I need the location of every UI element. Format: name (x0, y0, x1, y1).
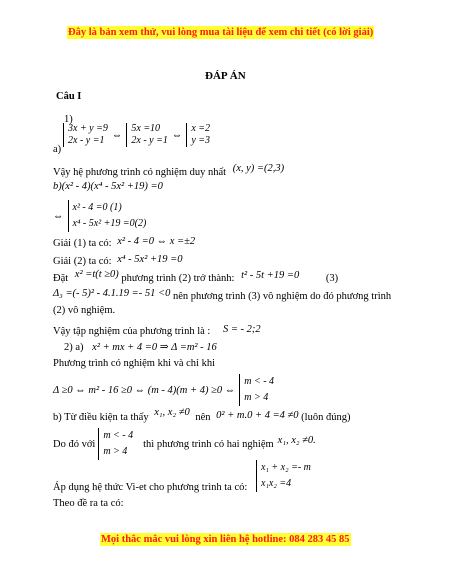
part-b-text-2: nên (195, 412, 211, 423)
vieta-row-1: x₁ + x₂ =- m (261, 462, 311, 473)
inequality-math: Δ ≥0 ⇔ m² - 16 ≥0 ⇔ (m - 4)(m + 4) ≥0 ⇔ (53, 384, 236, 396)
part-label-a: a) (53, 144, 62, 155)
system-3-row-1: x =2 (191, 123, 211, 134)
system-1-row-2: 2x - y =1 (68, 135, 105, 146)
condition-text: Phương trình có nghiệm khi và chỉ khi (53, 358, 216, 369)
do-do-system-row-1: m < - 4 (103, 430, 134, 441)
section-heading: Câu I (56, 91, 82, 102)
system-b-row-1: x² - 4 =0 (1) (72, 202, 122, 213)
page-title: ĐÁP ÁN (205, 70, 246, 82)
part-b-math-2: 0² + m.0 + 4 =4 ≠0 (216, 410, 299, 421)
theo-text: Theo đề ra ta có: (53, 498, 124, 509)
solve-2-text: Giải (2) ta có: (53, 256, 112, 267)
substitution-math-1: x² =t(t ≥0) (74, 269, 119, 280)
inequality-system-row-2: m > 4 (244, 392, 269, 403)
solve-2-math: x⁴ - 5x² +19 =0 (117, 254, 183, 265)
hotline-banner: Mọi thắc mắc vui lòng xin liên hệ hotline: 084 283 45 85 (101, 534, 350, 545)
delta-math: Δ₃ =(- 5)² - 4.1.19 =- 51 <0 (53, 288, 171, 299)
solution-set-math: S = - 2;2 (222, 324, 261, 335)
equivalence-symbol: ⇔ (171, 129, 183, 141)
solve-1-text: Giải (1) ta có: (53, 238, 112, 249)
inequality-system-row-1: m < - 4 (244, 376, 275, 387)
system-1 (63, 123, 108, 147)
substitution-math-2: t² - 5t +19 =0 (241, 270, 300, 281)
vieta-text: Áp dụng hệ thức Vi-et cho phương trình ta có: (53, 482, 248, 493)
substitution-text-1: Đặt (53, 273, 69, 284)
part-b-math-1: x₁, x₂ ≠0 (154, 407, 190, 418)
do-do-system (98, 428, 133, 460)
delta-text-cont: (2) vô nghiệm. (53, 305, 116, 316)
solution-set-text: Vậy tập nghiệm của phương trình là : (53, 326, 211, 337)
problem-2-math: x² + mx + 4 =0 ⇒ Δ =m² - 16 (92, 342, 217, 353)
system-2-row-1: 5x =10 (131, 123, 161, 134)
part-b-text-3: (luôn đúng) (301, 412, 351, 423)
equation-system-chain (63, 123, 210, 147)
conclusion-text: Vậy hệ phương trình có nghiệm duy nhất (53, 167, 227, 178)
part-b-text-1: b) Từ điều kiện ta thấy (53, 412, 149, 423)
inequality-line (53, 374, 274, 406)
solve-1-line (53, 237, 195, 250)
system-b (68, 200, 147, 232)
system-3 (186, 123, 210, 147)
equivalence-symbol: ⇔ (53, 210, 64, 222)
conclusion-line (53, 163, 285, 179)
problem-2-line (64, 341, 217, 354)
do-do-system-row-2: m > 4 (103, 446, 128, 457)
equation-number: (3) (325, 273, 339, 284)
do-do-math: x₁, x₂ ≠0. (277, 434, 316, 446)
substitution-text-2: phương trình (2) trở thành: (121, 273, 235, 284)
conclusion-math: (x, y) =(2,3) (232, 163, 285, 174)
inequality-system (239, 374, 274, 406)
delta-line (53, 290, 391, 303)
part-number: 1) (64, 114, 73, 125)
do-do-text-2: thì phương trình có hai nghiệm (143, 438, 274, 450)
do-do-line (53, 428, 316, 460)
part-b-equation: b)(x² - 4)(x⁴ - 5x² +19) =0 (53, 181, 163, 192)
preview-notice-banner: Đây là bản xem thử, vui lòng mua tài liệu để xem chi tiết (có lời giải) (68, 27, 374, 38)
part-b-condition-line (53, 407, 351, 424)
do-do-text-1: Do đó với (53, 438, 96, 450)
part-b-system (53, 200, 146, 232)
solve-2-line (53, 255, 183, 268)
system-b-row-2: x⁴ - 5x² +19 =0(2) (72, 218, 147, 229)
system-1-row-1: 3x + y =9 (68, 123, 108, 134)
equivalence-symbol: ⇔ (111, 129, 123, 141)
problem-2-label: 2) a) (64, 342, 84, 353)
substitution-line (53, 269, 339, 285)
system-2 (126, 123, 167, 147)
vieta-system (256, 460, 311, 492)
system-2-row-2: 2x - y =1 (131, 135, 168, 146)
system-3-row-2: y =3 (191, 135, 211, 146)
vieta-row-2: x₁x₂ =4 (261, 478, 292, 489)
solve-1-math: x² - 4 =0 ⇔ x =±2 (117, 236, 196, 247)
solution-set-line (53, 325, 261, 338)
delta-text: nên phương trình (3) vô nghiệm do đó phương trình (172, 291, 392, 302)
